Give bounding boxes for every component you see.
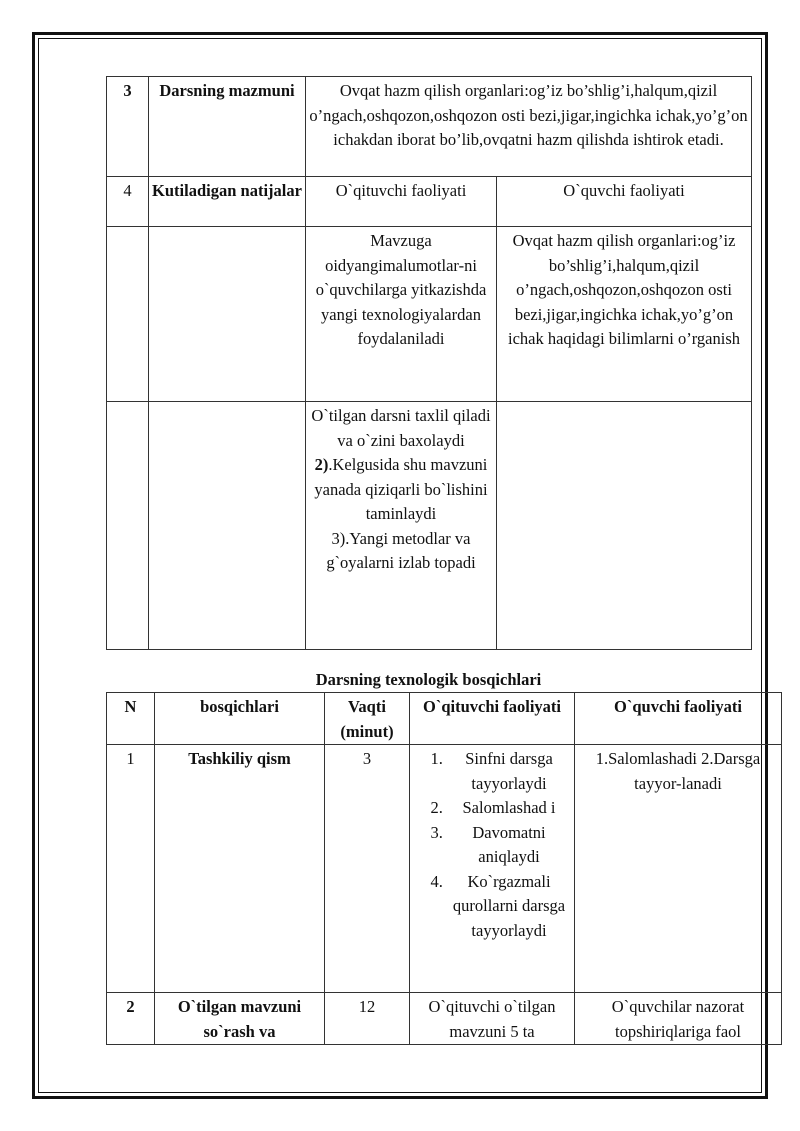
list-item: 3. Davomatni aniqlaydi xyxy=(447,821,571,870)
list-item: 4. Ko`rgazmali qurollarni darsga tayyorlaydi xyxy=(447,870,571,944)
row-title: Kutiladigan natijalar xyxy=(149,177,306,227)
section-heading: Darsning texnologik bosqichlari xyxy=(315,670,542,689)
student-activity-header: O`quvchi faoliyati xyxy=(497,177,752,227)
header-student: O`quvchi faoliyati xyxy=(575,693,782,745)
list-item: 1. Sinfni darsga tayyorlaydi xyxy=(447,747,571,796)
header-stage: bosqichlari xyxy=(155,693,325,745)
reflection-line-1: O`tilgan darsni taxlil qiladi va o`zini baxolaydi xyxy=(311,406,491,450)
lesson-plan-table xyxy=(106,76,752,650)
reflection-line-3: 3).Yangi metodlar va g`oyalarni izlab topadi xyxy=(326,528,476,572)
reflection-line-2: .Kelgusida shu mavzuni yanada qiziqarli bo`lishini taminlaydi xyxy=(314,455,488,523)
teacher-steps-list xyxy=(413,747,571,943)
stage-student-activity: 1.Salomlashadi 2.Darsga tayyor-lanadi xyxy=(575,745,782,993)
empty-cell xyxy=(107,227,149,402)
header-time: Vaqti (minut) xyxy=(325,693,410,745)
stage-teacher-activity: O`qituvchi o`tilgan mavzuni 5 ta xyxy=(410,993,575,1045)
stage-time: 3 xyxy=(325,745,410,993)
stage-name: Tashkiliy qism xyxy=(155,745,325,993)
reflection-number-2: 2) xyxy=(314,455,329,474)
empty-cell xyxy=(149,402,306,650)
table-row-outcomes-detail xyxy=(107,227,752,402)
table-header-row xyxy=(107,693,782,745)
teacher-reflection-cell xyxy=(306,402,497,650)
stage-time: 12 xyxy=(325,993,410,1045)
teacher-activity-header: O`qituvchi faoliyati xyxy=(306,177,497,227)
row-title: Darsning mazmuni xyxy=(149,77,306,177)
row-number: 3 xyxy=(107,77,149,177)
table-row-content xyxy=(107,77,752,177)
header-n: N xyxy=(107,693,155,745)
stage-teacher-activity xyxy=(410,745,575,993)
list-item: 2. Salomlashad i xyxy=(447,796,571,821)
table-row-reflection xyxy=(107,402,752,650)
stage-student-activity: O`quvchilar nazorat topshiriqlariga faol xyxy=(575,993,782,1045)
empty-cell xyxy=(149,227,306,402)
table-row xyxy=(107,993,782,1045)
empty-cell xyxy=(497,402,752,650)
teacher-outcome-cell: Mavzuga oidyangimalumotlar-ni o`quvchilarga yitkazishda yangi texnologiyalardan foydalaniladi xyxy=(306,227,497,402)
stage-number: 2 xyxy=(107,993,155,1045)
student-outcome-cell: Ovqat hazm qilish organlari:og’iz bo’shlig’i,halqum,qizil o’ngach,oshqozon,oshqozon osti bezi,jigar,ingichka ichak,yo’g’on ichak haqidagi bilimlarni o’rganish xyxy=(497,227,752,402)
header-teacher: O`qituvchi faoliyati xyxy=(410,693,575,745)
stage-name: O`tilgan mavzuni so`rash va xyxy=(155,993,325,1045)
empty-cell xyxy=(107,402,149,650)
table-row-outcomes xyxy=(107,177,752,227)
stage-number: 1 xyxy=(107,745,155,993)
lesson-stages-table xyxy=(106,692,782,1045)
table-row xyxy=(107,745,782,993)
lesson-content-cell: Ovqat hazm qilish organlari:og’iz bo’shlig’i,halqum,qizil o’ngach,oshqozon,oshqozon osti bezi,jigar,ingichka ichak,yo’g’on ichakdan iborat bo’lib,ovqatni hazm qilishda ishtirok etadi. xyxy=(306,77,752,177)
row-number: 4 xyxy=(107,177,149,227)
